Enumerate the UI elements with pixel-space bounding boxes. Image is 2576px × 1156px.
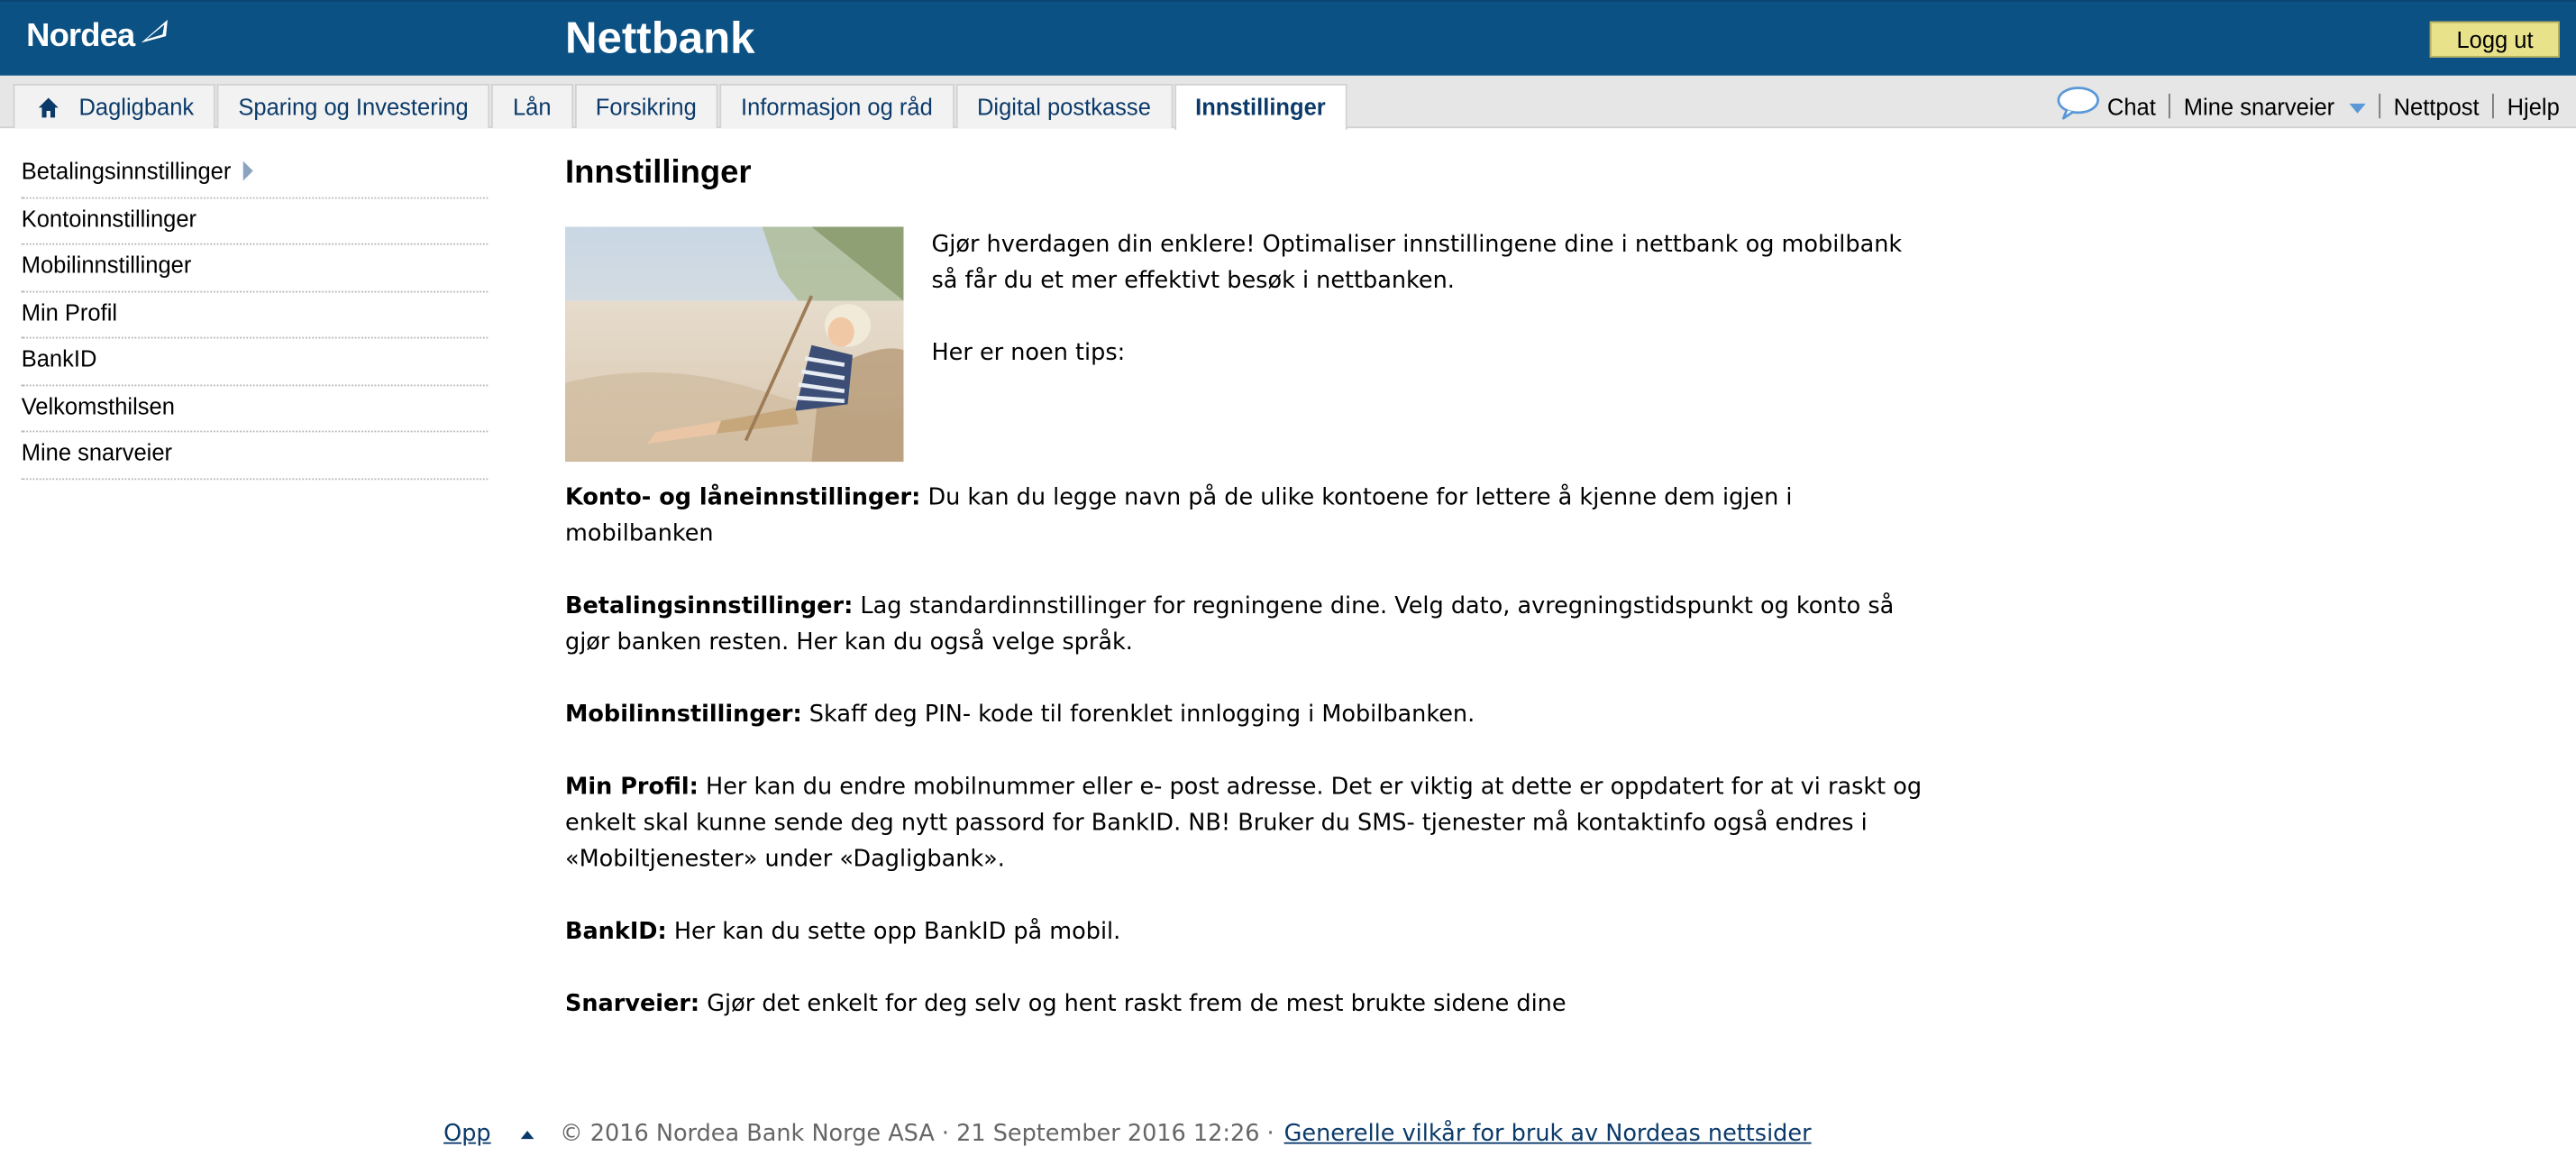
settings-sidebar — [22, 151, 489, 480]
nettpost-link[interactable]: Nettpost — [2393, 92, 2480, 120]
tip-heading: Konto- og låneinnstillinger: — [565, 484, 921, 511]
nordea-logo[interactable] — [26, 18, 170, 56]
chevron-down-icon — [2349, 103, 2365, 113]
sidebar-item-kontoinnstillinger[interactable] — [22, 198, 489, 245]
main-content — [565, 151, 1929, 1059]
divider — [2379, 94, 2380, 118]
home-icon — [38, 96, 59, 118]
tip-heading: Min Profil: — [565, 774, 699, 801]
chat-link[interactable]: Chat — [2106, 92, 2156, 120]
tip-text: Her kan du endre mobilnummer eller e- post adresse. Det er viktig at dette er oppdatert for at vi raskt og enkelt skal kunne sende deg nytt passord for BankID. NB! Bruker du SMS- tjenester må kontaktinfo også endres i «Mobiltjenester» under «Dagligbank». — [565, 774, 1923, 873]
terms-link[interactable]: Generelle vilkår for bruk av Nordeas nettsider — [1283, 1121, 1812, 1148]
sidebar-item-label: Mobilinnstillinger — [21, 251, 192, 279]
logout-button[interactable]: Logg ut — [2430, 22, 2559, 58]
tip-min-profil — [565, 769, 1929, 877]
help-link[interactable]: Hjelp — [2507, 92, 2560, 120]
tips-heading: Her er noen tips: — [931, 340, 1126, 367]
back-to-top-link[interactable]: Opp — [443, 1121, 491, 1148]
sidebar-item-betalingsinnstillinger[interactable] — [22, 151, 489, 198]
nav-tabs — [14, 84, 1349, 128]
tab-forsikring[interactable] — [574, 84, 717, 128]
sidebar-item-label: BankID — [21, 344, 97, 372]
sidebar-item-label: Min Profil — [21, 298, 118, 325]
tip-betaling — [565, 589, 1929, 661]
tip-heading: Mobilinnstillinger: — [565, 702, 802, 729]
page-footer — [443, 1117, 1811, 1150]
tip-text: Gjør det enkelt for deg selv og hent raskt frem de mest brukte sidene dine — [699, 991, 1567, 1018]
intro-section — [565, 227, 1929, 463]
tip-snarveier — [565, 986, 1929, 1023]
chevron-right-icon — [242, 161, 252, 181]
tab-label: Lån — [512, 92, 552, 120]
sidebar-item-bankid[interactable] — [22, 338, 489, 385]
tip-konto — [565, 480, 1929, 552]
copyright-text: © 2016 Nordea Bank Norge ASA · 21 September 2016 12:26 · — [560, 1121, 1274, 1148]
header-bar — [0, 0, 2576, 76]
tab-informasjon-og-rad[interactable] — [719, 84, 954, 128]
intro-text — [931, 227, 1925, 463]
tab-label: Informasjon og råd — [741, 92, 933, 120]
tab-label: Innstillinger — [1195, 93, 1326, 121]
arrow-up-icon[interactable] — [520, 1130, 534, 1138]
beach-child-photo — [565, 227, 903, 463]
tips-list — [565, 480, 1929, 1022]
intro-paragraph: Gjør hverdagen din enklere! Optimaliser innstillingene dine i nettbank og mobilbank så får du et mer effektivt besøk i nettbanken. — [931, 232, 1903, 295]
sidebar-item-label: Kontoinnstillinger — [21, 204, 197, 232]
sidebar-item-velkomsthilsen[interactable] — [22, 385, 489, 432]
main-navigation — [0, 76, 2576, 128]
tab-lan[interactable] — [491, 84, 572, 128]
tab-label: Digital postkasse — [976, 92, 1151, 120]
sidebar-item-mobilinnstillinger[interactable] — [22, 245, 489, 292]
tab-label: Dagligbank — [78, 92, 195, 120]
sail-logo-icon — [138, 15, 170, 45]
divider — [2169, 94, 2170, 118]
tip-heading: Snarveier: — [565, 991, 700, 1018]
tab-sparing-og-investering[interactable] — [217, 84, 490, 128]
tab-label: Forsikring — [595, 92, 697, 120]
sidebar-item-min-profil[interactable] — [22, 292, 489, 339]
tip-mobil — [565, 697, 1929, 733]
tip-heading: Betalingsinnstillinger: — [565, 592, 854, 620]
chat-bubble-icon[interactable] — [2055, 85, 2101, 121]
tab-digital-postkasse[interactable] — [955, 84, 1172, 128]
logo-text: Nordea — [26, 18, 135, 55]
sidebar-item-label: Velkomsthilsen — [21, 391, 175, 418]
tab-label: Sparing og Investering — [238, 92, 469, 120]
tip-text: Lag standardinnstillinger for regningene dine. Velg dato, avregningstidspunkt og konto så gjør banken resten. Her kan du også velge språk. — [565, 592, 1895, 656]
tip-text: Skaff deg PIN- kode til forenklet innlogging i Mobilbanken. — [801, 702, 1475, 729]
sidebar-item-mine-snarveier[interactable] — [22, 432, 489, 479]
tab-dagligbank[interactable] — [14, 84, 215, 128]
shortcuts-dropdown[interactable] — [2184, 93, 2366, 119]
page-title: Innstillinger — [565, 154, 752, 191]
toolbar-links — [2055, 84, 2560, 128]
tip-bankid — [565, 913, 1929, 950]
divider — [2492, 94, 2494, 118]
sidebar-item-label: Betalingsinnstillinger — [21, 157, 232, 185]
tip-text: Du kan du legge navn på de ulike kontoene for lettere å kjenne dem igjen i mobilbanken — [565, 484, 1793, 547]
shortcuts-label: Mine snarveier — [2183, 92, 2335, 120]
tip-text: Her kan du sette opp BankID på mobil. — [666, 918, 1121, 946]
tab-innstillinger[interactable] — [1174, 84, 1347, 130]
sidebar-item-label: Mine snarveier — [21, 438, 173, 465]
app-title: Nettbank — [565, 13, 755, 63]
tip-heading: BankID: — [565, 918, 667, 946]
